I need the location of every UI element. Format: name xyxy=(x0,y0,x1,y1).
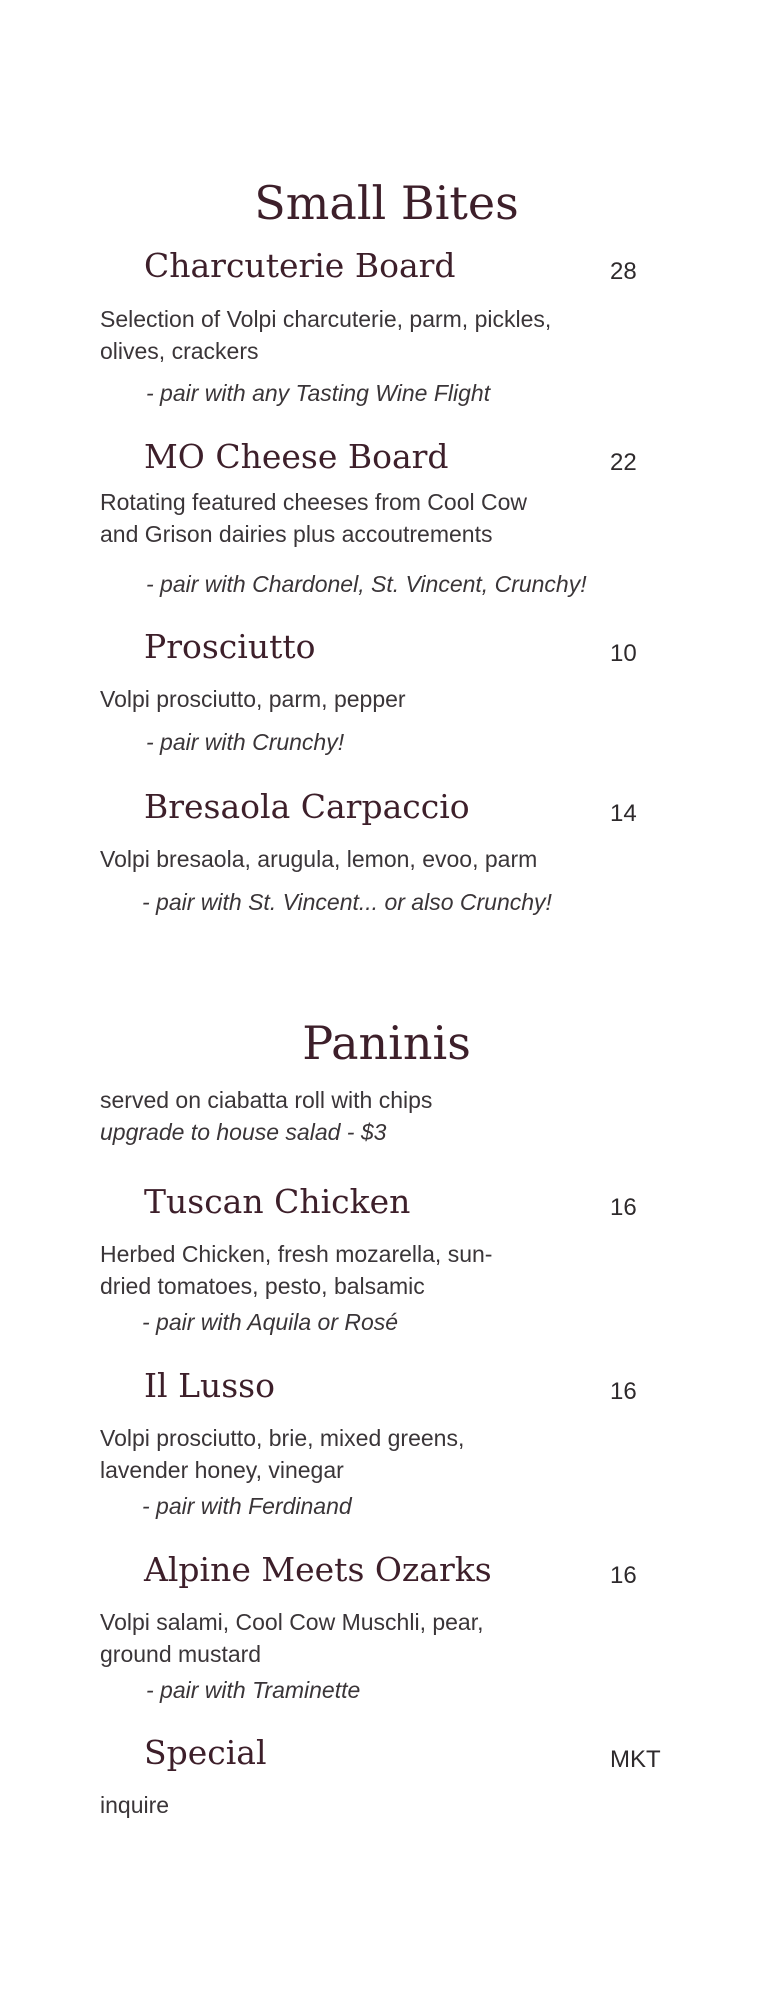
item-price: 28 xyxy=(610,258,637,285)
item-name: Charcuterie Board xyxy=(144,246,456,285)
item-pairing: - pair with Aquila or Rosé xyxy=(142,1309,399,1335)
item-pairing: - pair with Ferdinand xyxy=(142,1493,352,1519)
item-description: inquire xyxy=(100,1792,170,1818)
item-description: Volpi prosciutto, parm, pepper xyxy=(100,686,406,712)
item-description: Selection of Volpi charcuterie, parm, pickles, olives, crackers xyxy=(100,306,552,364)
item-price: 22 xyxy=(610,449,637,476)
item-price: 16 xyxy=(610,1194,637,1221)
item-name: MO Cheese Board xyxy=(144,437,449,476)
item-price: MKT xyxy=(610,1746,661,1773)
item-description: Volpi salami, Cool Cow Muschli, pear, ground mustard xyxy=(100,1609,484,1667)
item-name: Alpine Meets Ozarks xyxy=(144,1550,492,1589)
item-price: 16 xyxy=(610,1378,637,1405)
item-name: Special xyxy=(144,1733,267,1772)
item-description: Volpi prosciutto, brie, mixed greens, lavender honey, vinegar xyxy=(100,1425,465,1483)
item-name: Prosciutto xyxy=(144,627,316,666)
item-price: 14 xyxy=(610,800,637,827)
item-name: Tuscan Chicken xyxy=(144,1182,411,1221)
section-title-paninis: Paninis xyxy=(302,1016,471,1070)
item-name: Bresaola Carpaccio xyxy=(144,787,470,826)
item-pairing: - pair with Chardonel, St. Vincent, Crunchy! xyxy=(146,571,587,597)
item-description: Herbed Chicken, fresh mozarella, sun- dried tomatoes, pesto, balsamic xyxy=(100,1241,493,1299)
paninis-intro: served on ciabatta roll with chips upgrade to house salad - $3 xyxy=(100,1087,433,1145)
section-title-small-bites: Small Bites xyxy=(254,176,519,230)
item-pairing: - pair with any Tasting Wine Flight xyxy=(146,380,491,406)
item-pairing: - pair with Traminette xyxy=(146,1677,361,1703)
item-name: Il Lusso xyxy=(144,1366,275,1405)
item-pairing: - pair with St. Vincent... or also Crunchy! xyxy=(142,889,552,915)
item-price: 10 xyxy=(610,640,637,667)
item-pairing: - pair with Crunchy! xyxy=(146,729,345,755)
item-price: 16 xyxy=(610,1562,637,1589)
item-description: Volpi bresaola, arugula, lemon, evoo, parm xyxy=(100,846,538,872)
item-description: Rotating featured cheeses from Cool Cow and Grison dairies plus accoutrements xyxy=(100,489,527,547)
